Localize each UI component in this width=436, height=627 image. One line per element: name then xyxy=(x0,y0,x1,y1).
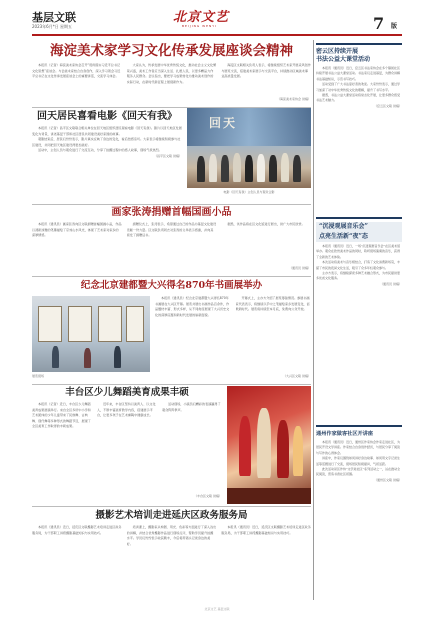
screen-title-graphic: 回天 xyxy=(209,116,238,130)
painting-paragraph: 本报讯（通讯员）画家张涛向区文联捐赠首幅国画小品，作品以清新淡雅的笔墨描绘了京郊山水风光，体现了艺术家对家乡的深厚情感。 xyxy=(32,222,122,238)
photo-training-body xyxy=(32,525,311,603)
painting-body xyxy=(32,222,311,266)
masthead-rule xyxy=(32,34,402,36)
masthead xyxy=(0,0,436,40)
page-number: 7 xyxy=(373,14,385,33)
jubilee-paragraph: 开幕式上，主办方介绍了展览筹备情况。参展书画家代表表示，将继续以手中之笔描绘家乡发展变化，讴歌新时代。展览将持续至本月底，免费向公众开放。 xyxy=(235,296,310,312)
calligraphy-headline: 密云区持续开展 xyxy=(316,48,359,55)
lead-paragraph: 大家认为，传承发展中华优秀传统文化，推动社会主义文化繁荣兴盛，美术工作者应当深入生活、扎根人民，以更多精品力作服务人民群众。会议指出，要把学习成果转化为推动美术创作的实际行动，在新时代新征程上展现新作为。 xyxy=(126,63,217,84)
concert-article xyxy=(316,222,402,422)
lead-source: （海淀美术家协会 供稿） xyxy=(277,97,311,101)
section-rule xyxy=(32,276,311,277)
painting-paragraph: 捐赠仪式上，张涛表示，希望通过自己的作品为基层文化建设贡献一份力量。区文联负责同志对张涛的义举表示感谢，并向其颁发了捐赠证书。 xyxy=(126,222,217,238)
lecture-paragraph: 本报讯（通讯员）近日，通州区作家协会作家走进社区，为居民开设文学讲座。作家结合自身创作经历，与居民分享了阅读与写作的心得体会。 xyxy=(316,440,401,455)
jubilee-paragraph: 本报讯（通讯员）纪念北京建都暨大兴得名870年书画展在大兴区开幕。展览共展出书画作品百余件，作品题材丰富、形式多样，从不同角度展现了大兴历史文化的深厚底蕴和新时代发展的崭新面貌。 xyxy=(155,296,230,317)
newspaper-logo-subtitle: BEIJING WENYI xyxy=(182,24,217,28)
concert-source: （通讯员 供稿） xyxy=(380,281,402,286)
lecture-headline: 通州作家做客社区开讲座 xyxy=(316,431,374,437)
photo-training-article xyxy=(32,509,311,603)
dance-performance-photo xyxy=(227,386,311,504)
dance-paragraph: 近年来，丰台区坚持以美育人、以文化人，不断丰富美育教学内容，搭建展示平台，让更多孩子在艺术熏陶中健康成长。 xyxy=(97,402,156,418)
calligraphy-headline-line2: 书法公益大课堂活动 xyxy=(316,56,371,63)
photo-training-paragraph: 本报讯（通讯员）近日，延庆区文联摄影艺术培训走进区政务服务局，为干部职工讲授摄影基础知识与实用技巧。 xyxy=(32,525,122,535)
lead-headline: 海淀美术家学习文化传承发展座谈会精神 xyxy=(50,43,293,59)
photo-caption: 电影《回天有我》主创人员与观众合影 xyxy=(223,190,275,194)
dance-body xyxy=(32,402,222,500)
page-label: 版 xyxy=(391,23,398,30)
right-rule xyxy=(316,425,402,427)
calligraphy-paragraph: 本报讯（通讯员）近日，密云区书法家协会在多个镇街社区持续开展书法公益大课堂活动。书法家们走进基层，为群众讲解书法基础知识，示范书写技巧。 xyxy=(316,66,401,81)
section-rule xyxy=(32,506,311,507)
jubilee-body xyxy=(155,296,311,380)
movie-premiere-photo xyxy=(187,108,311,188)
film-body xyxy=(32,126,182,216)
dance-paragraph: 活动现场，小演员们精彩的表演赢得了观众阵阵掌声。 xyxy=(162,402,221,412)
newspaper-logo: 北京文艺 xyxy=(173,10,230,25)
lead-article xyxy=(32,42,311,101)
concert-paragraph: 主办方表示，将继续探索多种艺术融合形式，为市民提供更多优质文化服务。 xyxy=(316,271,401,281)
dance-headline: 丰台区少儿舞蹈美育成果丰硕 xyxy=(65,387,189,398)
lead-paragraph: 海淀区文联相关负责人表示，将继续组织艺术家开展采风创作与展览交流，搭建美术家展示与交流平台，持续推动区域美术事业高质量发展。 xyxy=(221,63,311,79)
section-title: 基层文联 xyxy=(32,11,76,24)
jubilee-article xyxy=(32,279,311,293)
lecture-paragraph: 讲座中，作家们围绕如何讲好身边故事、如何用文字记录生活等话题进行了交流，现场居民积极提问，气氛活跃。 xyxy=(316,456,401,466)
concert-headline: “沉浸观展音乐会” xyxy=(316,222,402,232)
photo-training-headline: 摄影艺术培训走进延庆区政务服务局 xyxy=(95,510,248,521)
photo-training-paragraph: 培训课上，摄影家从构图、用光、色彩等方面进行了深入浅出的讲解，并结合优秀摄影作品进行现场点评，帮助学员提升拍摄水平。学员们纷纷表示收获颇丰，今后将用镜头记录身边的美好。 xyxy=(126,525,217,546)
film-headline: 回天居民喜看电影《回天有我》 xyxy=(37,111,177,122)
jubilee-source: （大兴区文联 供稿） xyxy=(283,374,311,378)
section-rule xyxy=(32,204,311,205)
lecture-source: （通州区文联 供稿） xyxy=(374,477,402,482)
film-paragraph: 活动中，主创人员与观众进行了交流互动，分享了拍摄过程中的感人故事，现场气氛热烈。 xyxy=(38,148,162,153)
concert-paragraph: 本次活动将美术与音乐相结合，打造了文化消费新场景，丰富了市民的夜间文化生活，吸引了众多年轻观众参与。 xyxy=(316,260,401,270)
lecture-paragraph: 此次活动是区作协“文学进社区”系列活动之一，旨在推动全民阅读，营造书香社区氛围。 xyxy=(316,467,401,477)
concert-headline-line2: 点亮生活新“夜”态 xyxy=(316,232,402,242)
painting-headline: 画家张涛捐赠首幅国画小品 xyxy=(111,207,232,218)
section-rule xyxy=(32,384,311,385)
film-source: （昌平区文联 供稿） xyxy=(154,153,182,158)
painting-paragraph: 据悉，该作品将在区文化馆进行展出，供广大市民欣赏。 xyxy=(227,222,305,226)
page-footer: 北京文艺 基层文联 xyxy=(204,607,230,611)
film-paragraph: 本报讯（记者）昌平区文联联合相关单位在回天地区组织居民观看电影《回天有我》。影片以回天地区发展变化为背景，讲述基层干部和社区居民共同建设美好家园的故事。 xyxy=(32,126,182,136)
issue-date: 2023年6月*日 星期五 xyxy=(32,24,72,29)
painting-article xyxy=(32,206,311,270)
calligraphy-paragraph: 据悉，书法公益大课堂活动将常态化开展，让更多群众感受书法艺术魅力。 xyxy=(316,93,401,103)
jubilee-headline: 纪念北京建都暨大兴得名870年书画展举办 xyxy=(80,280,263,291)
concert-paragraph: 本报讯（通讯员）近日，一场“沉浸观展音乐会”在区美术馆举办。观众在欣赏美术作品的同时，聆听现场演奏的音乐，获得了全新的艺术体验。 xyxy=(316,244,401,259)
film-paragraph: 观影结束后，居民们纷纷表示，影片真实反映了身边的变化，看后倍感亲切。大家表示将继续积极参与社区建设，共同把回天地区建设得更加美好。 xyxy=(32,137,181,147)
lecture-article xyxy=(316,430,402,600)
column-divider xyxy=(313,40,314,600)
calligraphy-paragraph: 活动受到了广大书法爱好者的欢迎。大家纷纷表示，通过学习加深了对中华优秀传统文化的理解，提升了书写水平。 xyxy=(316,82,401,92)
photo-caption: 展览现场 xyxy=(32,374,45,378)
lead-paragraph: 本报讯（记者）海淀美术家协会召开“贯彻落实习近平总书记文化思想”座谈会。与会美术家结合自身创作，深入学习领会习近平总书记在文化传承发展座谈会上的重要讲话，交流学习体会。 xyxy=(32,63,121,79)
calligraphy-source: （密云区文联 供稿） xyxy=(374,103,402,108)
calligraphy-article xyxy=(316,48,402,214)
dance-source: （丰台区文联 供稿） xyxy=(194,494,222,498)
right-rule xyxy=(316,217,402,219)
dance-paragraph: 本报讯（记者）近日，丰台区少儿舞蹈美育成果展演举行。来自全区多所中小学和艺术团体的少年儿童带来了民族舞、古典舞、现代舞等多种形式的舞蹈节目，展现了全区美育工作取得的丰硕成果。 xyxy=(32,402,91,429)
right-column xyxy=(316,40,402,600)
lead-body xyxy=(32,63,311,97)
painting-source: （通讯员 供稿） xyxy=(289,266,311,270)
exhibition-photo xyxy=(32,296,150,372)
right-rule xyxy=(316,43,402,45)
photo-training-paragraph: 本报讯（通讯员）近日，延庆区文联摄影艺术培训走进区政务服务局，为干部职工讲授摄影基础知识与实用技巧。 xyxy=(221,525,311,535)
